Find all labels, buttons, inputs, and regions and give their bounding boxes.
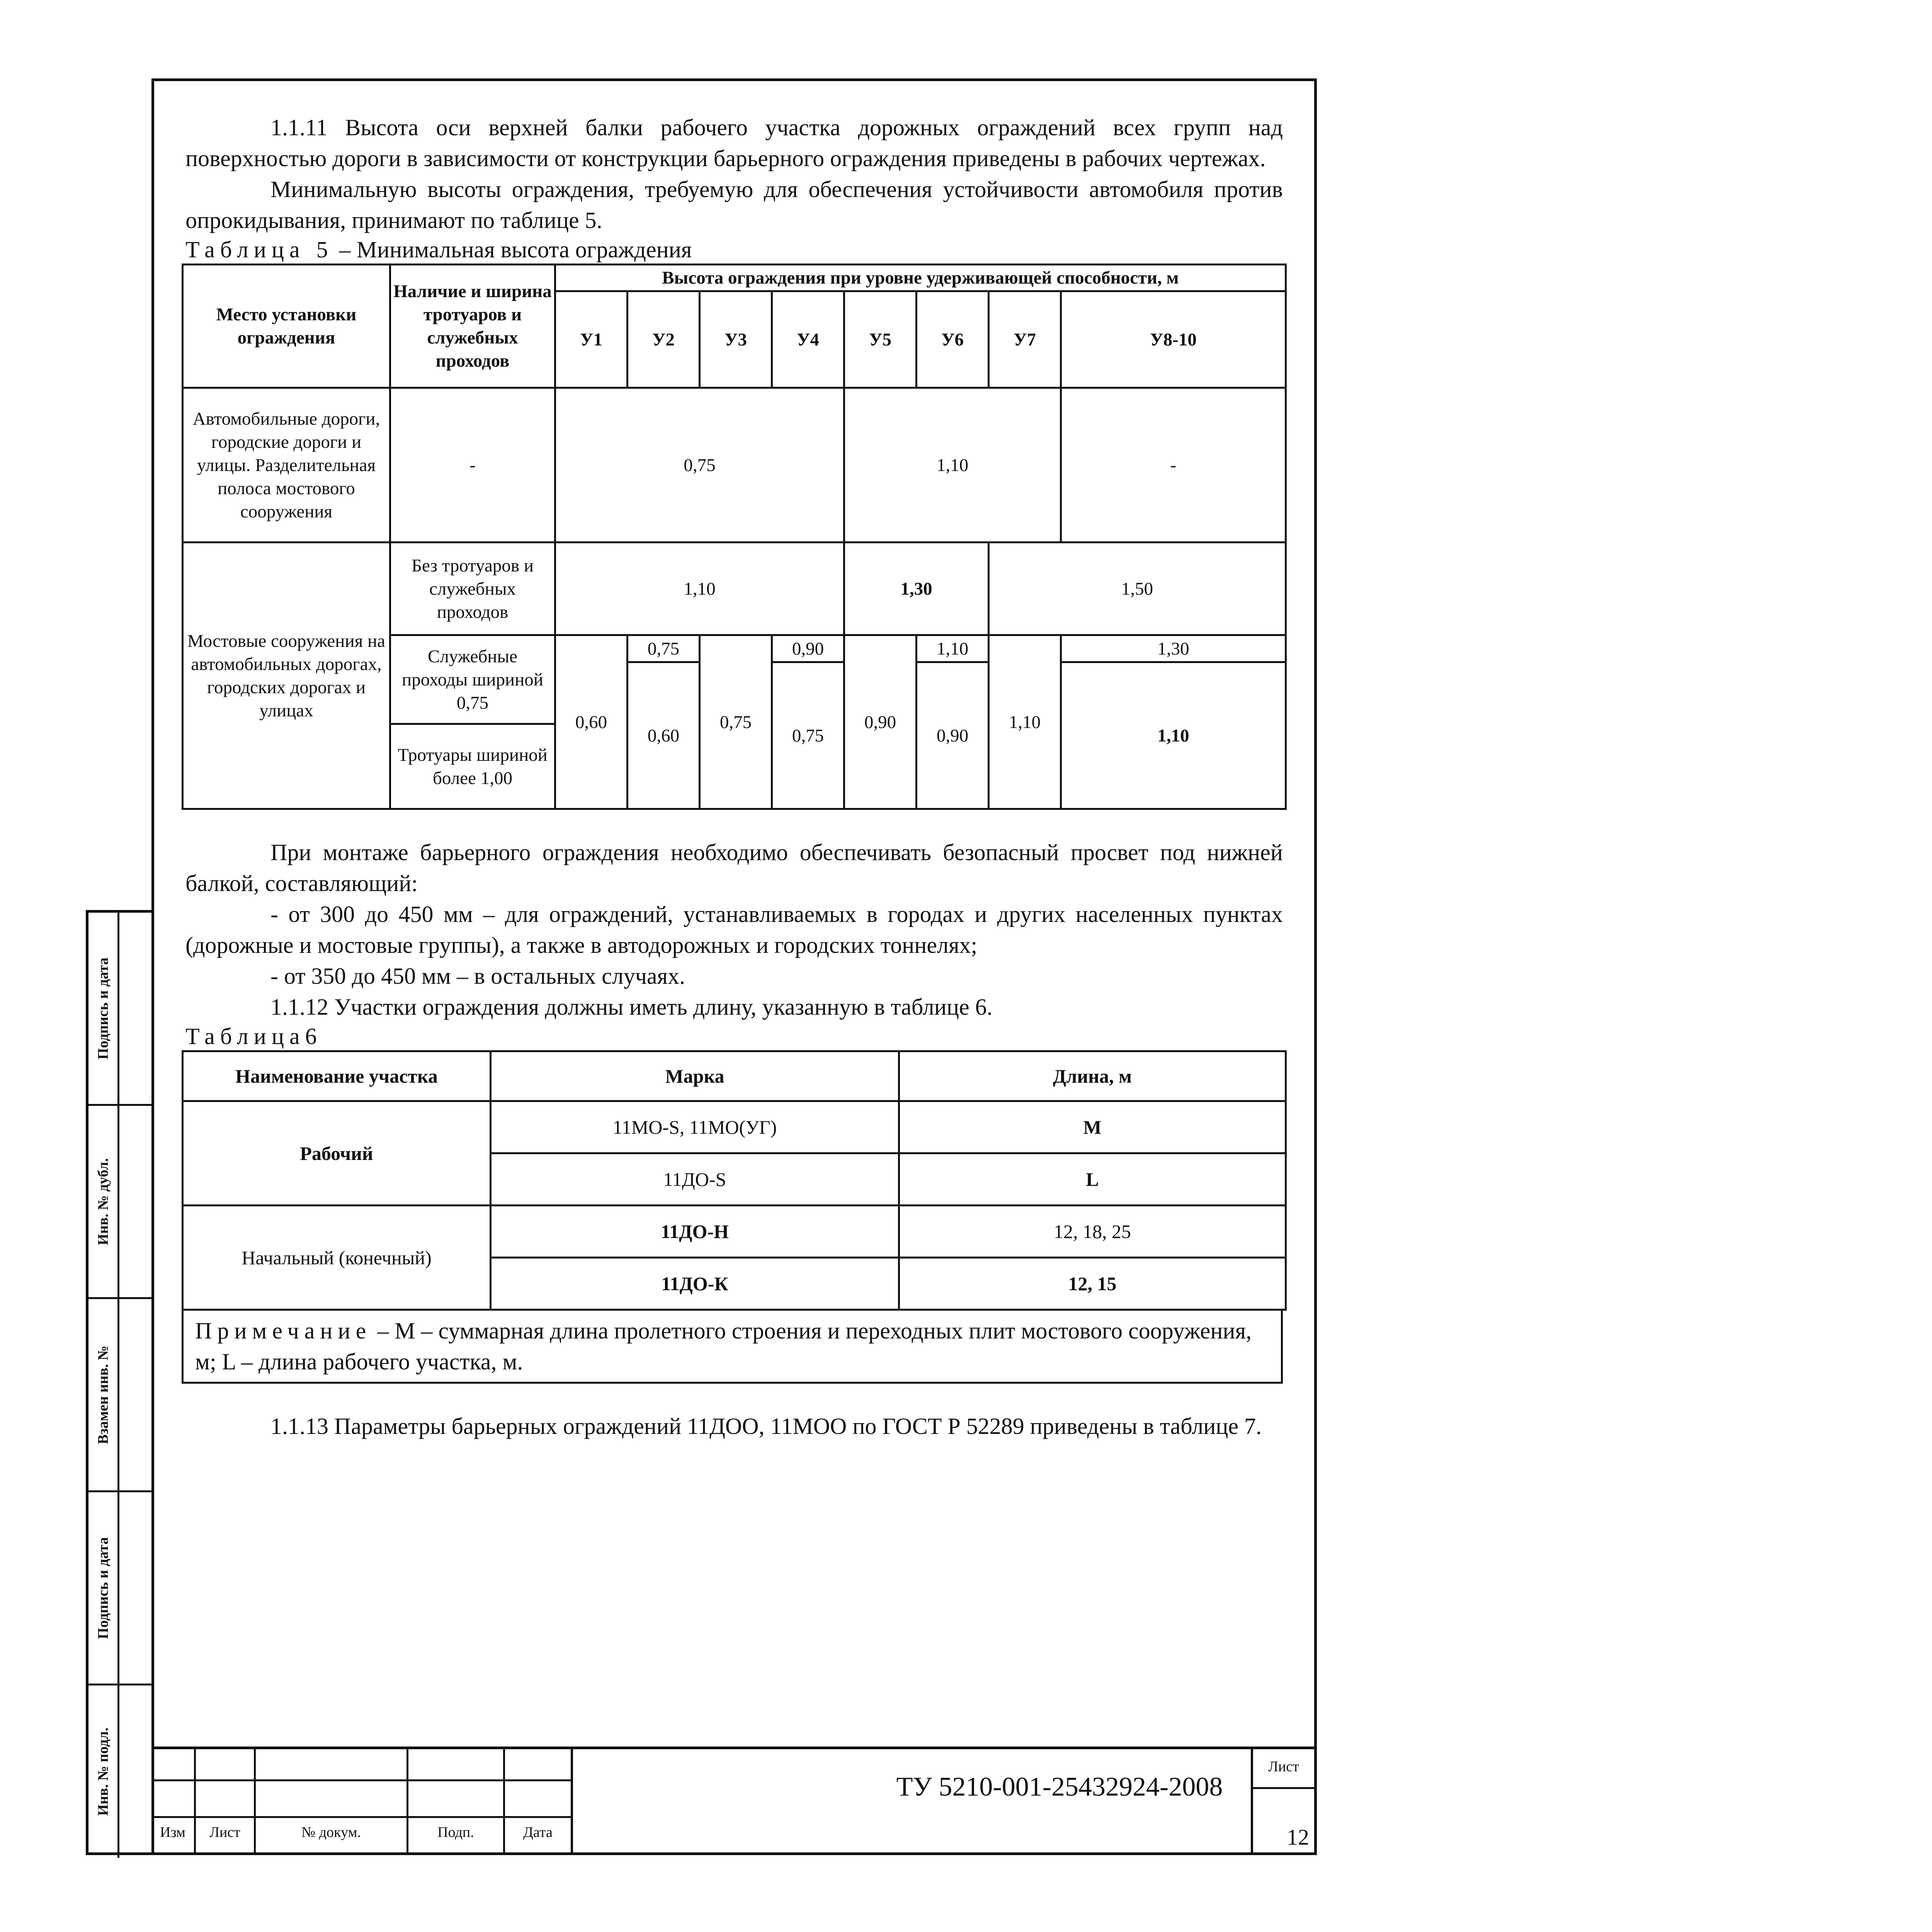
- table-header-level: У1: [555, 291, 628, 388]
- table-cell: Рабочий: [183, 1101, 491, 1206]
- paragraph: 1.1.12 Участки ограждения должны иметь длину, указанную в таблице 6.: [270, 994, 993, 1020]
- table-header: Марка: [491, 1051, 899, 1101]
- table-cell: 1,10: [555, 543, 844, 635]
- document-body: [185, 112, 1283, 1442]
- stamp-label: Подпись и дата: [95, 957, 111, 1060]
- paragraph: 1.1.13 Параметры барьерных ограждений 11ДОО, 11МОО по ГОСТ Р 52289 приведены в таблице 7.: [270, 1413, 1262, 1439]
- table-cell: 0,90: [844, 635, 917, 809]
- column-label: Изм: [160, 1824, 185, 1840]
- table-cell: 0,75: [700, 635, 772, 809]
- table-cell: 0,90: [772, 635, 844, 662]
- table-cell: -: [390, 388, 555, 543]
- table-cell: M: [899, 1101, 1286, 1153]
- table-cell: Тротуары шириной более 1,00: [390, 724, 555, 809]
- stamp-cell-signature-date: [88, 913, 151, 1106]
- table-header: Наличие и ширина тротуаров и служебных проходов: [390, 265, 555, 388]
- table-header-level: У8-10: [1061, 291, 1286, 388]
- table-caption-text: – Минимальная высота ограждения: [333, 237, 692, 262]
- table-cell: 1,30: [844, 543, 989, 635]
- table-header-level: У2: [628, 291, 700, 388]
- table-cell: 11МО-S, 11МО(УГ): [491, 1101, 899, 1153]
- table-cell: 11ДО-Н: [491, 1206, 899, 1258]
- stamp-label: Инв. № подл.: [95, 1727, 111, 1816]
- table-note: [182, 1311, 1283, 1384]
- table-caption: [185, 236, 1283, 264]
- stamp-cell-signature-date-2: [88, 1492, 151, 1685]
- table-header-level: У6: [917, 291, 989, 388]
- paragraph: - от 350 до 450 мм – в остальных случаях.: [270, 963, 685, 989]
- table-header-level: У3: [700, 291, 772, 388]
- table-cell: 0,75: [628, 635, 700, 662]
- table-cell: 0,60: [555, 635, 628, 809]
- table-cell: 1,10: [917, 635, 989, 662]
- table-cell: 0,75: [555, 388, 844, 543]
- table-cell: 1,10: [989, 635, 1061, 809]
- table-cell: Служебные проходы шириной 0,75: [390, 635, 555, 724]
- table-cell: -: [1061, 388, 1286, 543]
- table-cell: L: [899, 1153, 1286, 1206]
- table-6: [182, 1050, 1287, 1311]
- table-header: Наименование участка: [183, 1051, 491, 1101]
- column-label: Дата: [523, 1824, 553, 1840]
- table-header: Длина, м: [899, 1051, 1286, 1101]
- table-cell: Автомобильные дороги, городские дороги и улицы. Разделительная полоса мостового сооружения: [183, 388, 390, 543]
- table-caption: Таблица6: [185, 1024, 322, 1049]
- note-label: Примечание: [195, 1318, 372, 1344]
- table-cell: 1,10: [844, 388, 1061, 543]
- paragraph: При монтаже барьерного ограждения необходимо обеспечивать безопасный просвет под нижней балкой, составляющий:: [185, 840, 1283, 896]
- table-cell: 12, 18, 25: [899, 1206, 1286, 1258]
- table-cell: 12, 15: [899, 1258, 1286, 1310]
- document-code: ТУ 5210-001-25432924-2008: [896, 1772, 1223, 1802]
- stamp-label: Взамен инв. №: [95, 1345, 111, 1444]
- stamp-cell-dup-inv: [88, 1106, 151, 1299]
- sheet-label: Лист: [1268, 1759, 1299, 1775]
- stamp-label: Подпись и дата: [95, 1537, 111, 1639]
- table-cell: 0,90: [917, 662, 989, 809]
- column-label: Лист: [209, 1824, 240, 1840]
- stamp-cell-replace-inv: [88, 1299, 151, 1492]
- table-cell: 0,60: [628, 662, 700, 809]
- paragraph: - от 300 до 450 мм – для ограждений, устанавливаемых в городах и других населенных пунктах (дорожные и мостовые группы), а также в автодорожных и городских тоннелях;: [185, 901, 1283, 958]
- stamp-label: Инв. № дубл.: [95, 1158, 111, 1245]
- table-header-level: У4: [772, 291, 844, 388]
- table-cell: 0,75: [772, 662, 844, 809]
- paragraph: 1.1.11 Высота оси верхней балки рабочего участка дорожных ограждений всех групп над поверхностью дороги в зависимости от конструкции барьерного ограждения приведены в рабочих чертежах.: [185, 115, 1283, 171]
- table-caption-label: Таблица 5: [185, 237, 333, 262]
- stamp-strip: [86, 910, 151, 1855]
- table-cell: Начальный (конечный): [183, 1206, 491, 1310]
- paragraph: Минимальную высоты ограждения, требуемую для обеспечения устойчивости автомобиля против опрокидывания, принимают по таблице 5.: [185, 177, 1283, 233]
- table-header-level: У7: [989, 291, 1061, 388]
- column-label: Подп.: [437, 1824, 474, 1840]
- title-block: [151, 1747, 1317, 1855]
- table-cell: 1,30: [1061, 635, 1286, 662]
- table-header: Высота ограждения при уровне удерживающей способности, м: [555, 265, 1286, 291]
- table-cell: 11ДО-К: [491, 1258, 899, 1310]
- table-5: [182, 264, 1287, 810]
- table-cell: 1,50: [989, 543, 1286, 635]
- table-header-level: У5: [844, 291, 917, 388]
- table-cell: Без тротуаров и служебных проходов: [390, 543, 555, 635]
- table-header: Место установки ограждения: [183, 265, 390, 388]
- sheet-number: 12: [1287, 1825, 1309, 1850]
- table-cell: 1,10: [1061, 662, 1286, 809]
- column-label: № докум.: [301, 1824, 361, 1840]
- table-cell: 11ДО-S: [491, 1153, 899, 1206]
- stamp-cell-orig-inv: [88, 1685, 151, 1858]
- note-text: – М – суммарная длина пролетного строения и переходных плит мостового сооружения, м; L – длина рабочего участка, м.: [195, 1318, 1252, 1374]
- table-cell: Мостовые сооружения на автомобильных дорогах, городских дорогах и улицах: [183, 543, 390, 809]
